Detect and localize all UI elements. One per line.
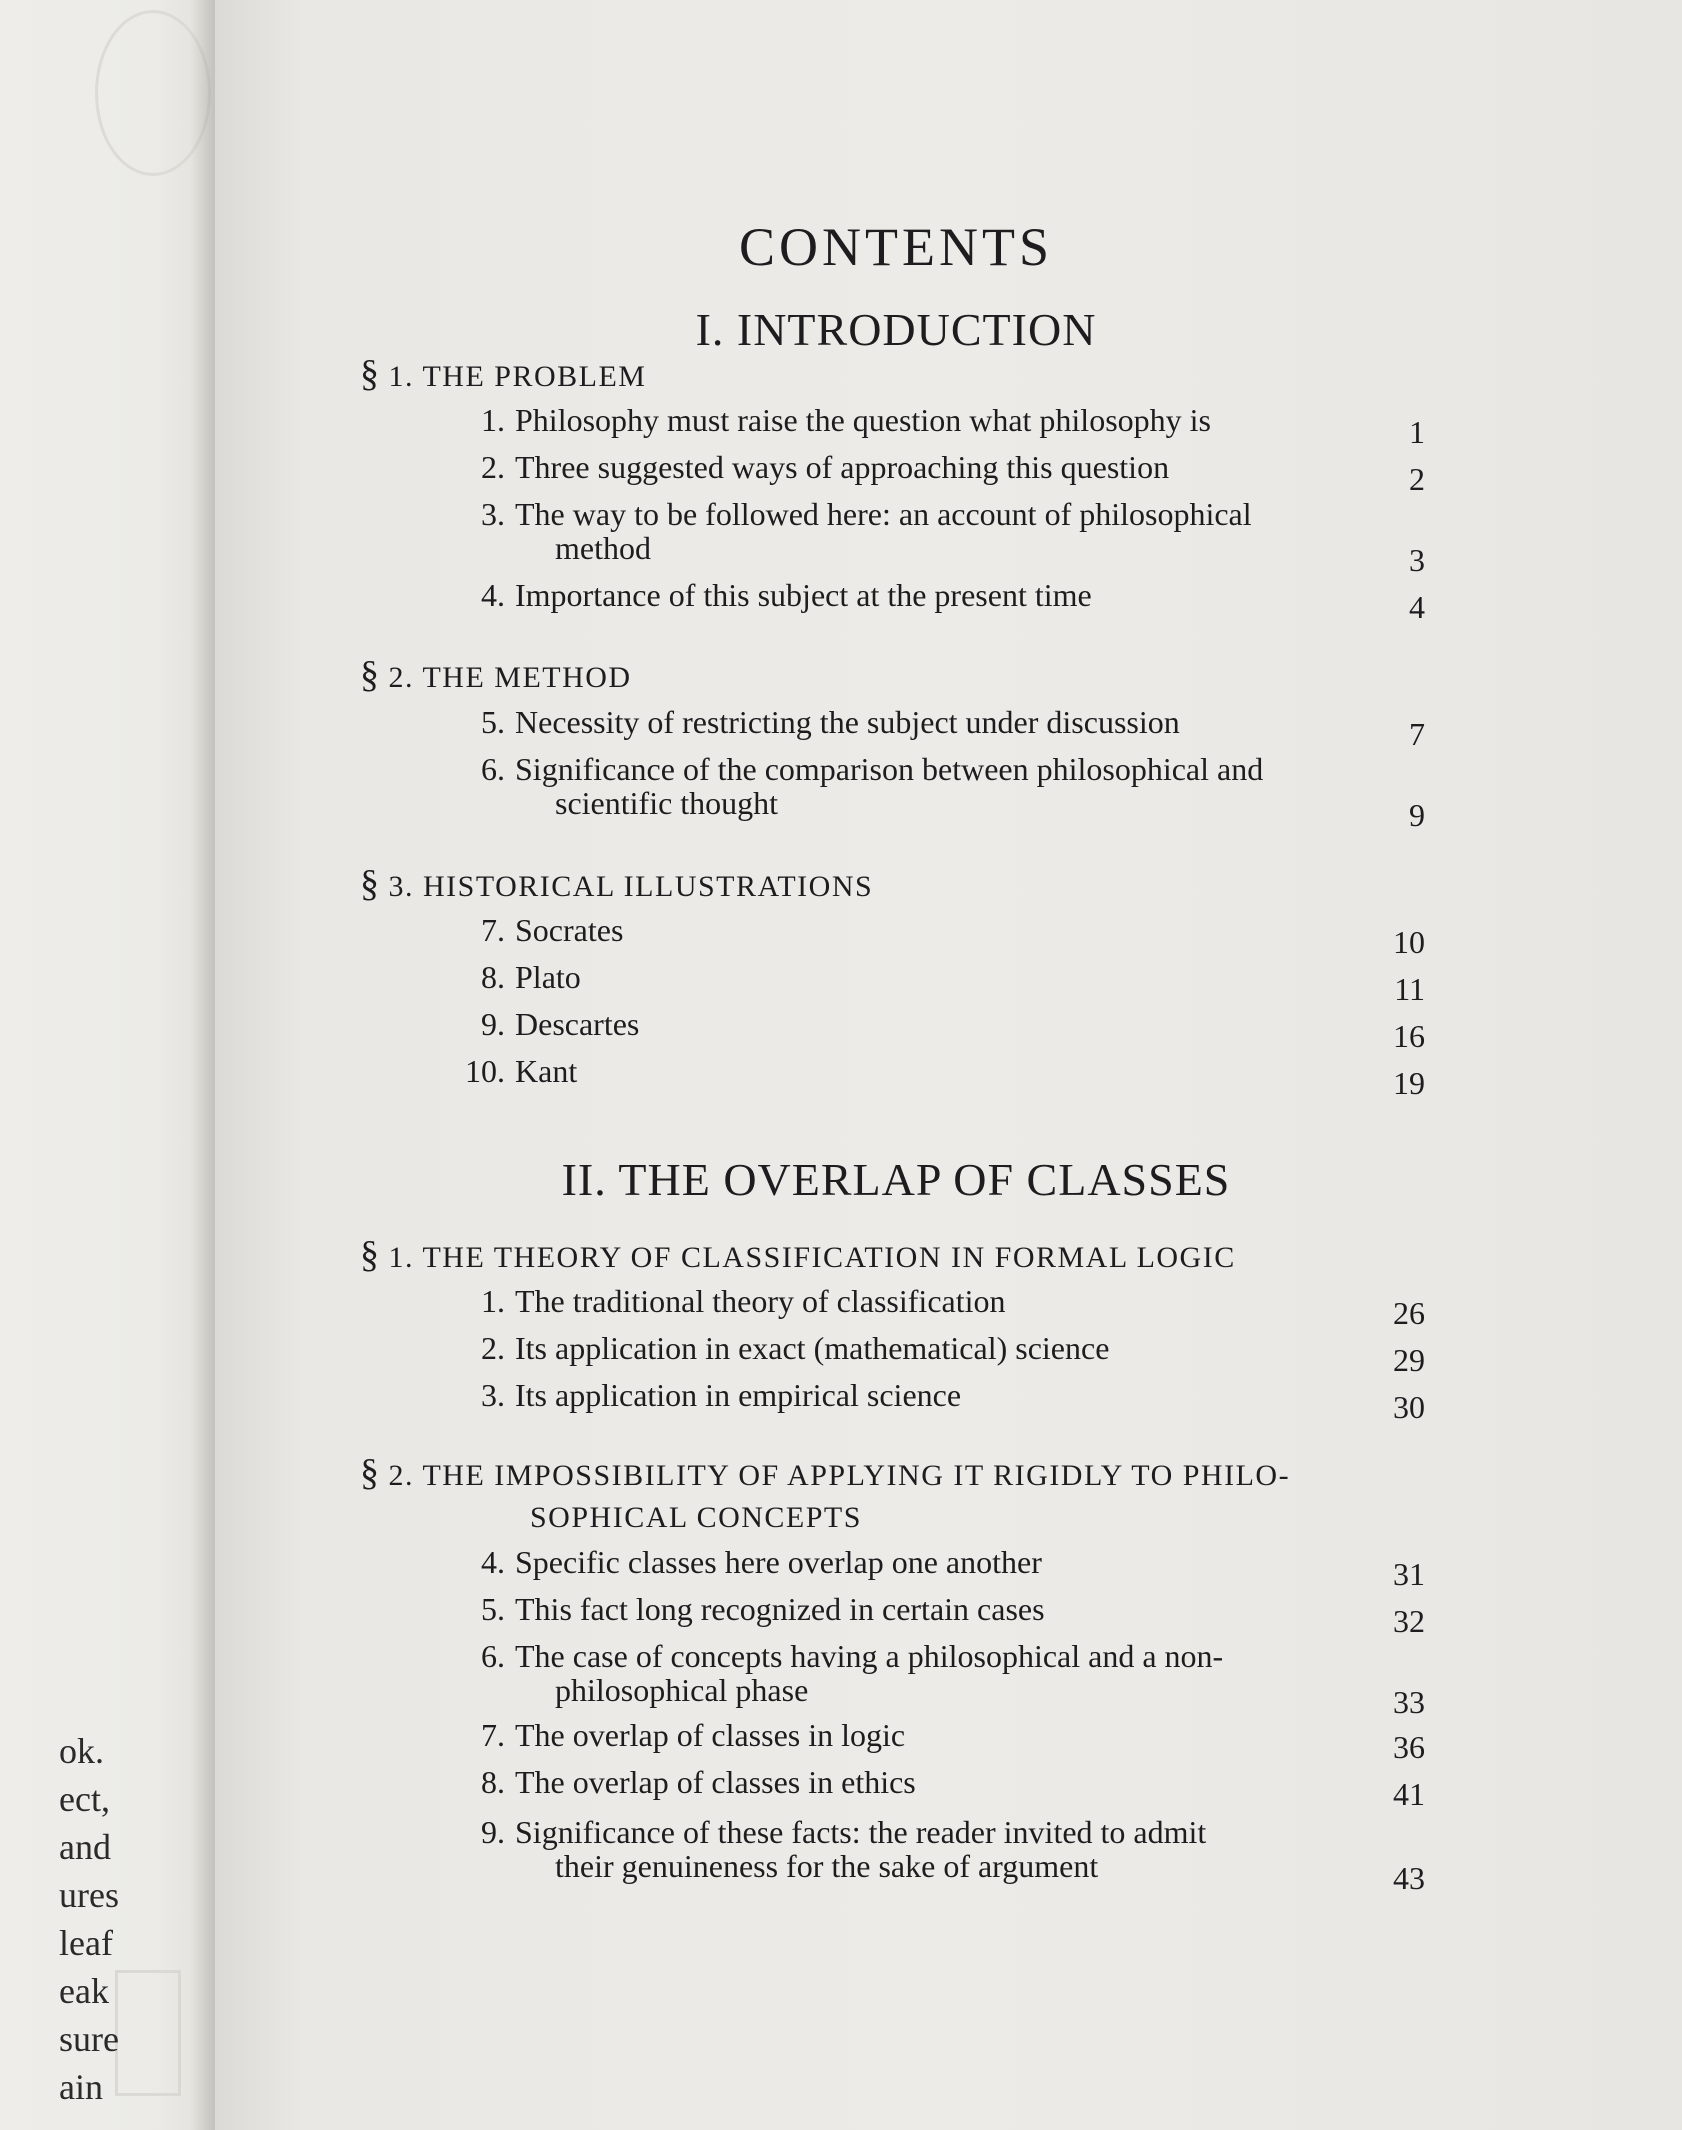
left-page-fragment: sure bbox=[59, 2019, 119, 2059]
entry-text: Specific classes here overlap one another bbox=[515, 1544, 1042, 1580]
entry-number: 5. bbox=[481, 1591, 505, 1627]
section-heading-text: 1. THE PROBLEM bbox=[388, 360, 647, 393]
entry-page: 10 bbox=[1393, 924, 1425, 960]
section-heading-text: 3. HISTORICAL ILLUSTRATIONS bbox=[388, 870, 874, 903]
left-page-fragment: and bbox=[59, 1827, 111, 1867]
entry-number: 6. bbox=[481, 1638, 505, 1674]
entry-number: 3. bbox=[481, 1377, 505, 1413]
entry-page: 26 bbox=[1393, 1295, 1425, 1331]
left-page-fragment: eak bbox=[59, 1971, 109, 2011]
entry-number: 1. bbox=[481, 1283, 505, 1319]
entry-text: The way to be followed here: an account of philosophical bbox=[515, 496, 1252, 532]
left-page-fragment: ok. bbox=[59, 1731, 104, 1771]
entry-text: The case of concepts having a philosophical and a non- bbox=[515, 1638, 1224, 1674]
left-page-fragment: ures bbox=[59, 1875, 119, 1915]
section-heading-continuation: SOPHICAL CONCEPTS bbox=[530, 1501, 862, 1534]
section-heading bbox=[360, 862, 873, 906]
entry-page: 11 bbox=[1394, 971, 1425, 1007]
entry-number: 9. bbox=[481, 1814, 505, 1850]
entry-number: 4. bbox=[481, 1544, 505, 1580]
entry-text: Philosophy must raise the question what philosophy is bbox=[515, 402, 1211, 438]
toc-entry[interactable] bbox=[455, 402, 1425, 450]
toc-entry[interactable] bbox=[455, 1006, 1425, 1054]
section-heading-text: 2. THE IMPOSSIBILITY OF APPLYING IT RIGIDLY TO PHILO- bbox=[388, 1459, 1291, 1492]
section-heading bbox=[360, 653, 632, 697]
entry-page: 30 bbox=[1393, 1389, 1425, 1425]
entry-page: 9 bbox=[1409, 797, 1425, 833]
entry-continuation: scientific thought bbox=[555, 785, 779, 821]
entry-text: The overlap of classes in logic bbox=[515, 1717, 906, 1753]
section-mark: § bbox=[360, 863, 381, 905]
section-heading-text: 1. THE THEORY OF CLASSIFICATION IN FORMAL LOGIC bbox=[388, 1241, 1236, 1274]
toc-entry[interactable] bbox=[455, 1283, 1425, 1331]
entry-page: 2 bbox=[1409, 461, 1425, 497]
left-page-fragment: ain bbox=[59, 2067, 103, 2107]
entry-page: 29 bbox=[1393, 1342, 1425, 1378]
entry-text: Significance of the comparison between philosophical and bbox=[515, 751, 1264, 787]
toc-entry[interactable] bbox=[455, 1814, 1425, 1896]
entry-page: 31 bbox=[1393, 1556, 1425, 1592]
entry-page: 41 bbox=[1393, 1776, 1425, 1812]
left-page-fragment: leaf bbox=[59, 1923, 113, 1963]
toc-entry[interactable] bbox=[455, 959, 1425, 1007]
entry-text: Necessity of restricting the subject under discussion bbox=[515, 704, 1180, 740]
entry-continuation: philosophical phase bbox=[555, 1672, 809, 1708]
entry-number: 5. bbox=[481, 704, 505, 740]
entry-number: 6. bbox=[481, 751, 505, 787]
section-mark: § bbox=[360, 654, 381, 696]
toc-entry[interactable] bbox=[455, 751, 1425, 833]
entry-text: Significance of these facts: the reader invited to admit bbox=[515, 1814, 1207, 1850]
toc-entry[interactable] bbox=[455, 1638, 1425, 1720]
toc-entry[interactable] bbox=[455, 449, 1425, 497]
entry-text: The traditional theory of classification bbox=[515, 1283, 1006, 1319]
section-heading-text: 2. THE METHOD bbox=[388, 661, 632, 694]
toc-entry[interactable] bbox=[455, 577, 1425, 625]
toc-entry[interactable] bbox=[455, 496, 1425, 578]
entry-number: 8. bbox=[481, 959, 505, 995]
entry-number: 7. bbox=[481, 1717, 505, 1753]
entry-page: 7 bbox=[1409, 716, 1425, 752]
entry-number: 4. bbox=[481, 577, 505, 613]
toc-entry[interactable] bbox=[455, 1591, 1425, 1639]
section-heading bbox=[360, 1451, 1290, 1535]
entry-number: 3. bbox=[481, 496, 505, 532]
entry-number: 2. bbox=[481, 449, 505, 485]
entry-page: 33 bbox=[1393, 1684, 1425, 1720]
section-heading bbox=[360, 352, 646, 396]
entry-page: 4 bbox=[1409, 589, 1425, 625]
entry-text: Kant bbox=[515, 1053, 578, 1089]
section-mark: § bbox=[360, 353, 381, 395]
entry-continuation: method bbox=[555, 530, 651, 566]
toc-entry[interactable] bbox=[455, 1544, 1425, 1592]
entry-text: Importance of this subject at the present time bbox=[515, 577, 1092, 613]
entry-page: 43 bbox=[1393, 1860, 1425, 1896]
entry-page: 3 bbox=[1409, 542, 1425, 578]
entry-text: This fact long recognized in certain cases bbox=[515, 1591, 1045, 1627]
entry-text: Its application in exact (mathematical) science bbox=[515, 1330, 1110, 1366]
entry-number: 9. bbox=[481, 1006, 505, 1042]
entry-page: 1 bbox=[1409, 414, 1425, 450]
chapter-title: I. INTRODUCTION bbox=[695, 304, 1097, 355]
toc-entry[interactable] bbox=[455, 1764, 1425, 1812]
toc-entry[interactable] bbox=[455, 912, 1425, 960]
entry-number: 2. bbox=[481, 1330, 505, 1366]
left-page-fragment: ect, bbox=[59, 1779, 110, 1819]
entry-number: 7. bbox=[481, 912, 505, 948]
toc-entry[interactable] bbox=[455, 1330, 1425, 1378]
section-mark: § bbox=[360, 1452, 381, 1494]
entry-page: 19 bbox=[1393, 1065, 1425, 1101]
entry-text: Descartes bbox=[515, 1006, 640, 1042]
chapter-title: II. THE OVERLAP OF CLASSES bbox=[561, 1154, 1231, 1205]
page-title: CONTENTS bbox=[739, 217, 1053, 277]
entry-page: 16 bbox=[1393, 1018, 1425, 1054]
section-mark: § bbox=[360, 1234, 381, 1276]
entry-page: 32 bbox=[1393, 1603, 1425, 1639]
entry-text: Three suggested ways of approaching this question bbox=[515, 449, 1170, 485]
entry-number: 10. bbox=[465, 1053, 505, 1089]
toc-entry[interactable] bbox=[455, 1053, 1425, 1101]
entry-text: Plato bbox=[515, 959, 581, 995]
toc-entry[interactable] bbox=[455, 1717, 1425, 1765]
entry-number: 8. bbox=[481, 1764, 505, 1800]
entry-text: The overlap of classes in ethics bbox=[515, 1764, 916, 1800]
toc-entry[interactable] bbox=[455, 1377, 1425, 1425]
publisher-logo-graphic bbox=[115, 1970, 181, 2096]
entry-text: Socrates bbox=[515, 912, 624, 948]
toc-entry[interactable] bbox=[455, 704, 1425, 752]
entry-number: 1. bbox=[481, 402, 505, 438]
entry-text: Its application in empirical science bbox=[515, 1377, 962, 1413]
entry-continuation: their genuineness for the sake of argument bbox=[555, 1848, 1099, 1884]
section-heading bbox=[360, 1233, 1236, 1277]
entry-page: 36 bbox=[1393, 1729, 1425, 1765]
